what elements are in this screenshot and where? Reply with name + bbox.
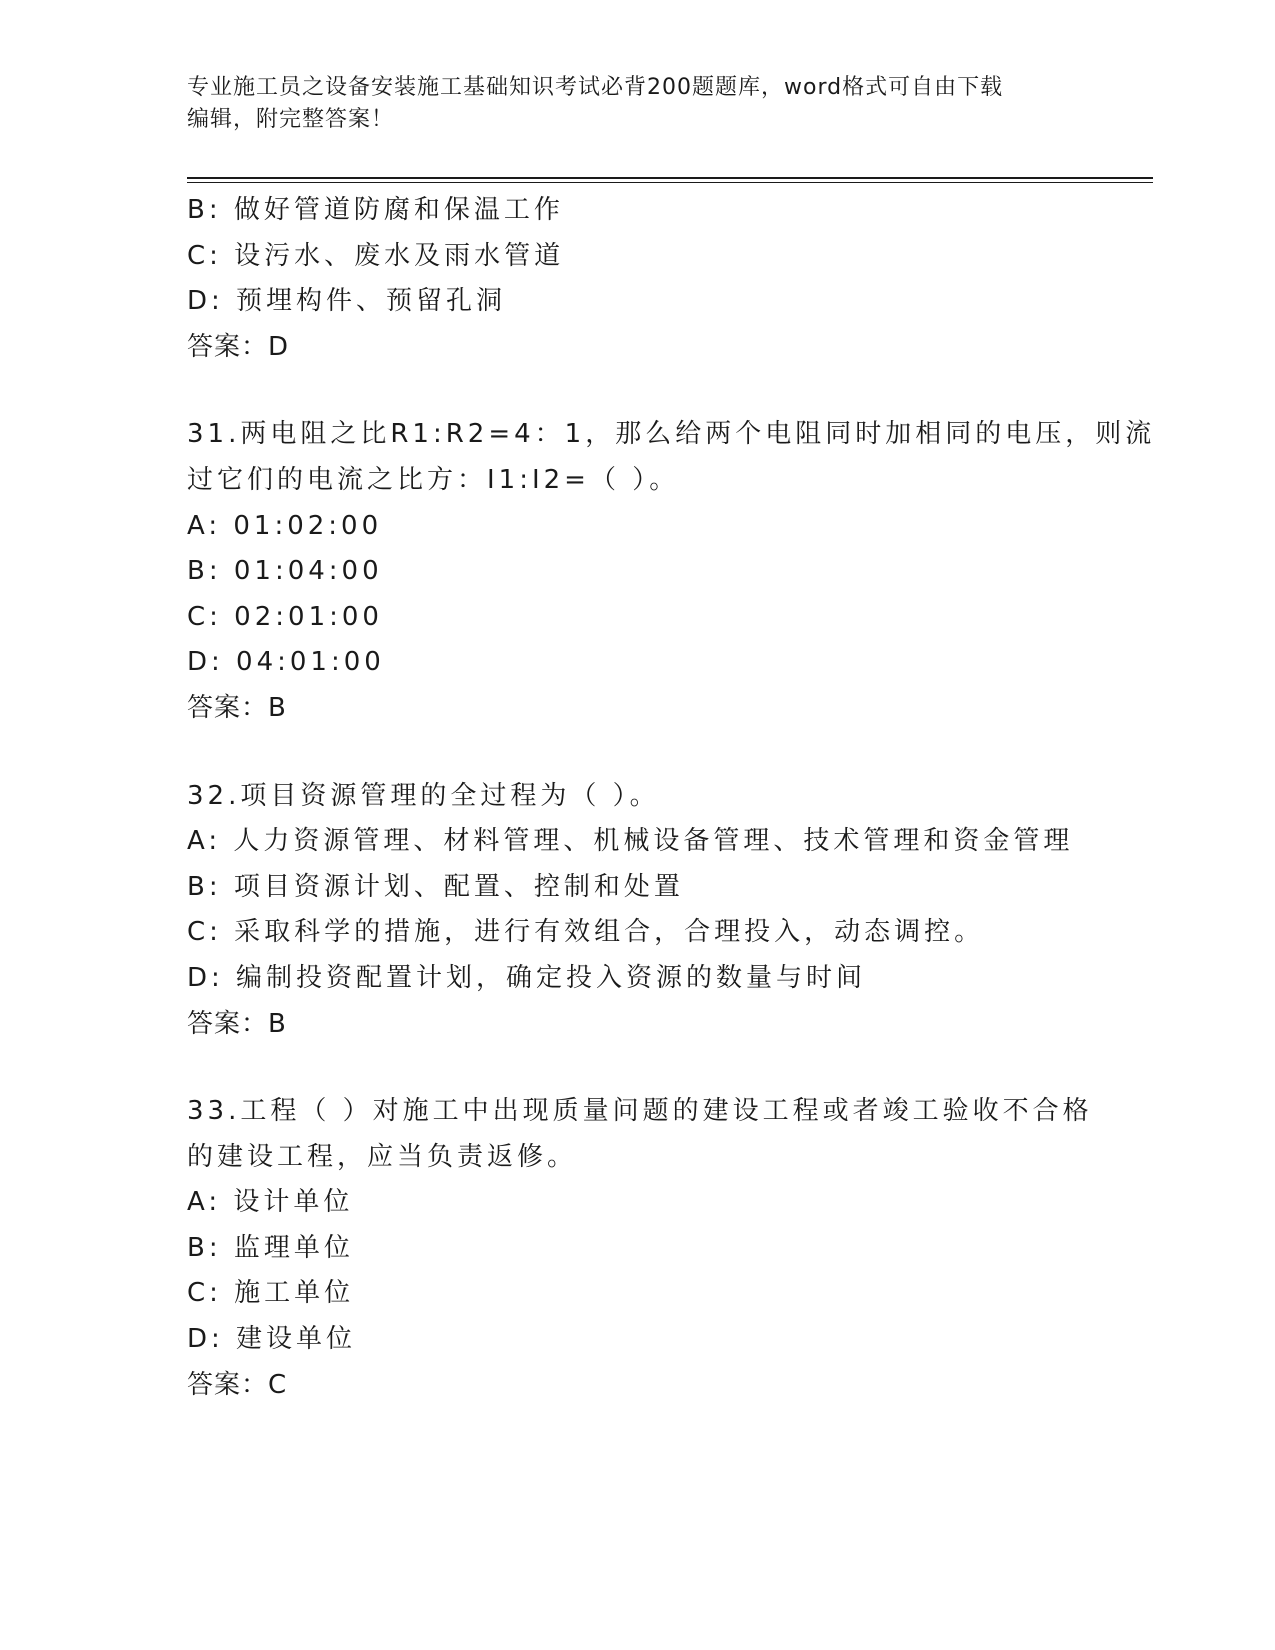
- question-content: [187, 188, 1156, 1408]
- option-a: A: 设计单位: [187, 1187, 354, 1218]
- option-d: D: 04:01:00: [187, 647, 385, 678]
- header-line-2: 编辑，附完整答案！: [187, 107, 395, 132]
- option-a: A: 人力资源管理、材料管理、机械设备管理、技术管理和资金管理: [187, 826, 1074, 857]
- header-line-1: 专业施工员之设备安装施工基础知识考试必背200题题库，word格式可自由下载: [187, 75, 1004, 100]
- option-a: A: 01:02:00: [187, 510, 383, 541]
- spacer: [187, 732, 1087, 774]
- question-31: [187, 412, 1156, 731]
- spacer: [187, 370, 1087, 412]
- option-b: B: 做好管道防腐和保温工作: [187, 195, 564, 225]
- option-b: B: 项目资源计划、配置、控制和处置: [187, 871, 684, 902]
- option-c: C: 02:01:00: [187, 601, 383, 632]
- prev-question: [187, 188, 1087, 370]
- question-stem: 33.工程（ ）对施工中出现质量问题的建设工程或者竣工验收不合格: [187, 1096, 1093, 1127]
- question-33: [187, 1089, 1093, 1408]
- header-rule-thick: [187, 177, 1153, 179]
- option-d: D: 编制投资配置计划，确定投入资源的数量与时间: [187, 962, 867, 993]
- answer: 答案：B: [187, 692, 287, 723]
- question-stem: 31.两电阻之比R1:R2=4：1，那么给两个电阻同时加相同的电压，则流: [187, 419, 1156, 450]
- header-rule-thin: [187, 182, 1153, 183]
- answer: 答案：C: [187, 1369, 288, 1400]
- question-stem: 过它们的电流之比方：I1:I2=（ ）。: [187, 464, 680, 495]
- option-d: D: 预埋构件、预留孔洞: [187, 286, 507, 317]
- question-32: [187, 774, 1087, 1048]
- option-c: C: 采取科学的措施，进行有效组合，合理投入，动态调控。: [187, 917, 985, 948]
- page-header: [187, 72, 1087, 136]
- question-stem: 32.项目资源管理的全过程为（ ）。: [187, 780, 660, 811]
- spacer: [187, 1047, 1087, 1089]
- question-stem: 的建设工程，应当负责返修。: [187, 1141, 578, 1172]
- option-b: B: 01:04:00: [187, 556, 383, 587]
- answer: 答案：B: [187, 1008, 287, 1039]
- option-d: D: 建设单位: [187, 1324, 357, 1355]
- option-b: B: 监理单位: [187, 1232, 354, 1263]
- answer: 答案：D: [187, 331, 290, 362]
- option-c: C: 设污水、废水及雨水管道: [187, 240, 565, 271]
- option-c: C: 施工单位: [187, 1278, 355, 1309]
